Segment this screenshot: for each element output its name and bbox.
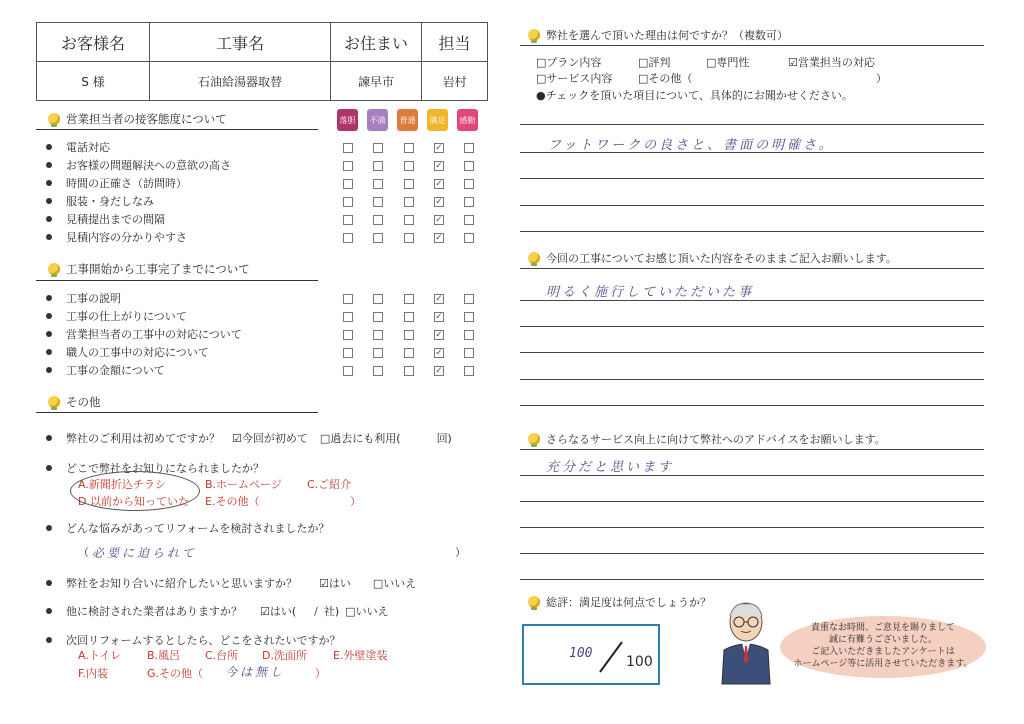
question-row (46, 290, 121, 306)
bullet-icon (46, 331, 52, 337)
writing-line (520, 475, 984, 476)
q4-yes[interactable]: ☑はい (319, 577, 351, 590)
question-row (46, 211, 165, 227)
question-label: 工事の金額について (66, 364, 165, 377)
rating-checkbox[interactable] (373, 294, 383, 304)
label-customer: お客様名 (37, 23, 150, 62)
r-opt-other[interactable]: □その他（ (638, 72, 693, 85)
thanks-line: ご記入いただきましたアンケートは (811, 647, 955, 657)
rating-checkbox[interactable] (343, 366, 353, 376)
rating-checkbox[interactable] (373, 215, 383, 225)
customer-name: S 様 (37, 62, 150, 101)
rating-checkbox[interactable] (404, 348, 414, 358)
rating-checkbox[interactable] (343, 215, 353, 225)
q6-opt-e[interactable]: E.外壁塗装 (333, 649, 388, 662)
right-q3-title: さらなるサービス向上に向けて弊社へのアドバイスをお願いします。 (528, 431, 886, 447)
q6-opt-a[interactable]: A.トイレ (78, 649, 122, 662)
rating-checkbox[interactable] (464, 366, 474, 376)
r-opt-expertise[interactable]: □専門性 (706, 56, 750, 69)
rating-header-3: 満足 (427, 109, 448, 131)
rating-checkbox[interactable] (343, 348, 353, 358)
writing-line (520, 231, 984, 232)
bullet-icon (46, 180, 52, 186)
writing-line (520, 553, 984, 554)
q3-paren-open: （ (78, 546, 89, 559)
question-row (46, 326, 242, 342)
work-name: 石油給湯器取替 (150, 62, 331, 101)
bullet-icon (46, 367, 52, 373)
q6-answer: 今は無し (225, 665, 286, 679)
q2-opt-b[interactable]: B.ホームページ (205, 478, 282, 491)
q6-opt-f[interactable]: F.内装 (78, 667, 109, 680)
bulb-icon (48, 263, 60, 275)
rating-checkbox[interactable]: ✓ (435, 197, 443, 207)
bullet-icon (46, 162, 52, 168)
question-row (46, 362, 165, 378)
rating-checkbox[interactable] (464, 179, 474, 189)
writing-line (520, 527, 984, 528)
bulb-icon (48, 113, 60, 125)
rating-checkbox[interactable] (373, 312, 383, 322)
rating-checkbox[interactable]: ✓ (435, 348, 443, 358)
question-label: 工事の仕上がりについて (66, 310, 187, 323)
q2-opt-a[interactable]: A.新聞折込チラシ (78, 478, 166, 491)
divider (36, 412, 318, 413)
bulb-icon (528, 252, 540, 264)
score-max: 100 (626, 654, 653, 670)
q3-reason: どんな悩みがあってリフォームを検討されましたか？ (46, 520, 329, 536)
rating-checkbox[interactable] (343, 312, 353, 322)
rating-checkbox[interactable] (404, 197, 414, 207)
rating-checkbox[interactable] (343, 179, 353, 189)
rating-checkbox[interactable] (404, 179, 414, 189)
question-label: 見積提出までの間隔 (66, 213, 165, 226)
rating-checkbox[interactable] (404, 294, 414, 304)
bulb-icon (48, 396, 60, 408)
rating-checkbox[interactable] (404, 143, 414, 153)
question-row (46, 193, 154, 209)
writing-line (520, 300, 984, 301)
thanks-line: ホームページ等に活用させていただきます。 (793, 659, 973, 669)
writing-line (520, 501, 984, 502)
q6-next-reform: 次回リフォームするとしたら、どこをされたいですか？ (46, 632, 340, 648)
q2-opt-e[interactable]: E.その他（ (205, 495, 260, 508)
rating-header-2: 普通 (397, 109, 418, 131)
question-label: 服装・身だしなみ (66, 195, 154, 208)
label-staff: 担当 (422, 23, 488, 62)
writing-line (520, 205, 984, 206)
rating-checkbox[interactable]: ✓ (435, 215, 443, 225)
q5-other-vendors: 他に検討された業者はありますか？ ☑はい( / 社) □いいえ (46, 603, 389, 619)
r-opt-sales[interactable]: ☑営業担当の対応 (788, 56, 875, 69)
question-label: 営業担当者の工事中の対応について (66, 328, 242, 341)
right-q1-answer: フットワークの良さと、書面の明確さ。 (548, 138, 835, 153)
writing-line (520, 178, 984, 179)
q5-yes[interactable]: ☑はい( (260, 605, 297, 618)
rating-checkbox[interactable] (464, 161, 474, 171)
header-table (36, 22, 488, 101)
writing-line (520, 352, 984, 353)
rating-checkbox[interactable] (373, 161, 383, 171)
divider (36, 129, 318, 130)
q2-how-known: どこで弊社をお知りになられましたか？ (46, 460, 264, 476)
q4-recommend: 弊社をお知り合いに紹介したいと思いますか？ ☑はい □いいえ (46, 575, 416, 591)
question-label: 電話対応 (66, 141, 110, 154)
q6-opt-d[interactable]: D.洗面所 (262, 649, 307, 662)
q2-opt-d[interactable]: D.以前から知っていた (78, 495, 189, 508)
divider (520, 45, 984, 46)
right-q3-answer: 充分だと思います (546, 460, 675, 475)
rating-checkbox[interactable] (464, 294, 474, 304)
rating-checkbox[interactable] (464, 330, 474, 340)
q5-no[interactable]: □いいえ (345, 605, 389, 618)
rating-checkbox[interactable] (404, 233, 414, 243)
right-q2-title: 今回の工事についてお感じ頂いた内容をそのままご記入お願いします。 (528, 250, 897, 266)
mascot-icon (714, 598, 778, 690)
rating-header-1: 不満 (367, 109, 388, 131)
rating-checkbox[interactable] (343, 294, 353, 304)
q6-opt-g[interactable]: G.その他（ (147, 667, 204, 680)
rating-checkbox[interactable] (404, 215, 414, 225)
rating-checkbox[interactable] (373, 179, 383, 189)
rating-checkbox[interactable]: ✓ (435, 294, 443, 304)
writing-line (520, 579, 984, 580)
section2-title: 工事開始から工事完了までについて (48, 261, 250, 277)
writing-line (520, 124, 984, 125)
r-opt-reputation[interactable]: □評判 (638, 56, 671, 69)
q5-unit: 社) (323, 605, 340, 618)
rating-header-0: 落胆 (337, 109, 358, 131)
q3-answer: 必要に迫られて (92, 546, 198, 560)
q2-opt-c[interactable]: C.ご紹介 (307, 478, 352, 491)
q1-opt1[interactable]: ☑今回が初めて (232, 432, 308, 445)
r-opt-service[interactable]: □サービス内容 (536, 72, 613, 85)
label-residence: お住まい (331, 23, 422, 62)
question-row (46, 157, 231, 173)
writing-line (520, 405, 984, 406)
thanks-text (780, 622, 986, 670)
rating-checkbox[interactable] (464, 348, 474, 358)
rating-checkbox[interactable] (343, 233, 353, 243)
question-label: 工事の説明 (66, 292, 121, 305)
right-q4-title: 総評：満足度は何点でしょうか？ (528, 594, 711, 610)
rating-checkbox[interactable] (464, 215, 474, 225)
bulb-icon (528, 433, 540, 445)
selection-circle (70, 471, 200, 511)
rating-checkbox[interactable] (404, 161, 414, 171)
q4-no[interactable]: □いいえ (372, 577, 417, 590)
rating-checkbox[interactable] (373, 366, 383, 376)
rating-checkbox[interactable]: ✓ (435, 312, 443, 322)
divider (520, 268, 984, 269)
r-opt-plan[interactable]: □プラン内容 (536, 56, 602, 69)
rating-checkbox[interactable] (373, 348, 383, 358)
bullet-icon (46, 198, 52, 204)
bulb-icon (528, 596, 540, 608)
rating-checkbox[interactable]: ✓ (435, 143, 443, 153)
rating-checkbox[interactable] (373, 330, 383, 340)
q2-opt-e-end: ） (350, 495, 361, 508)
rating-checkbox[interactable] (404, 312, 414, 322)
writing-line (520, 326, 984, 327)
rating-header-4: 感動 (457, 109, 478, 131)
rating-checkbox[interactable]: ✓ (435, 366, 443, 376)
rating-checkbox[interactable] (464, 233, 474, 243)
divider (520, 449, 984, 450)
residence: 諫早市 (331, 62, 422, 101)
score-value: 100 (569, 646, 593, 661)
score-box (522, 624, 660, 685)
staff: 岩村 (422, 62, 488, 101)
right-q1-title: 弊社を選んで頂いた理由は何ですか？（複数可） (528, 27, 788, 43)
question-label: お客様の問題解決への意欲の高さ (66, 159, 231, 172)
section3-title: その他 (48, 394, 101, 410)
rating-checkbox[interactable]: ✓ (435, 179, 443, 189)
q5-slash: / (314, 604, 318, 618)
thanks-line: 誠に有難うございました。 (828, 635, 937, 645)
question-label: 見積内容の分かりやすさ (66, 231, 187, 244)
bullet-icon (46, 295, 52, 301)
divider (36, 280, 318, 281)
bulb-icon (528, 29, 540, 41)
slash-mark (596, 638, 626, 676)
rating-checkbox[interactable] (464, 197, 474, 207)
right-q2-answer: 明るく施行していただいた事 (546, 285, 755, 300)
writing-line (520, 379, 984, 380)
rating-checkbox[interactable] (404, 330, 414, 340)
q6-opt-g-end: ） (315, 667, 326, 680)
writing-line (520, 152, 984, 153)
bullet-icon (46, 349, 52, 355)
rating-checkbox[interactable] (343, 330, 353, 340)
question-row (46, 175, 187, 191)
bullet-icon (46, 234, 52, 240)
q6-opt-c[interactable]: C.台所 (205, 649, 239, 662)
rating-checkbox[interactable] (464, 312, 474, 322)
question-row (46, 229, 187, 245)
rating-checkbox[interactable] (373, 197, 383, 207)
question-label: 職人の工事中の対応について (66, 346, 209, 359)
thanks-line: 貴重なお時間、ご意見を賜りまして (810, 623, 955, 633)
bullet-icon (46, 216, 52, 222)
question-row (46, 139, 110, 155)
q1-first-use: 弊社のご利用は初めてですか？ ☑今回が初めて □過去にも利用( 回) (46, 430, 452, 446)
rating-checkbox[interactable] (404, 366, 414, 376)
bullet-icon (46, 144, 52, 150)
r-note: ●チェックを頂いた項目について、具体的にお聞かせください。 (536, 89, 853, 102)
rating-checkbox[interactable] (373, 143, 383, 153)
label-work: 工事名 (150, 23, 331, 62)
q3-paren-close: ） (455, 546, 466, 559)
rating-checkbox[interactable] (343, 197, 353, 207)
q6-opt-b[interactable]: B.風呂 (147, 649, 181, 662)
rating-checkbox[interactable] (373, 233, 383, 243)
rating-checkbox[interactable] (343, 161, 353, 171)
rating-checkbox[interactable] (343, 143, 353, 153)
rating-checkbox[interactable]: ✓ (435, 233, 443, 243)
rating-checkbox[interactable]: ✓ (435, 161, 443, 171)
rating-checkbox[interactable] (464, 143, 474, 153)
question-row (46, 344, 209, 360)
question-row (46, 308, 187, 324)
bullet-icon (46, 313, 52, 319)
r-opt-other-end: ） (876, 72, 887, 85)
q1-opt2[interactable]: □過去にも利用( (319, 432, 401, 445)
section1-title: 営業担当者の接客態度について (48, 111, 227, 127)
rating-checkbox[interactable]: ✓ (435, 330, 443, 340)
question-label: 時間の正確さ（訪問時） (66, 177, 187, 190)
